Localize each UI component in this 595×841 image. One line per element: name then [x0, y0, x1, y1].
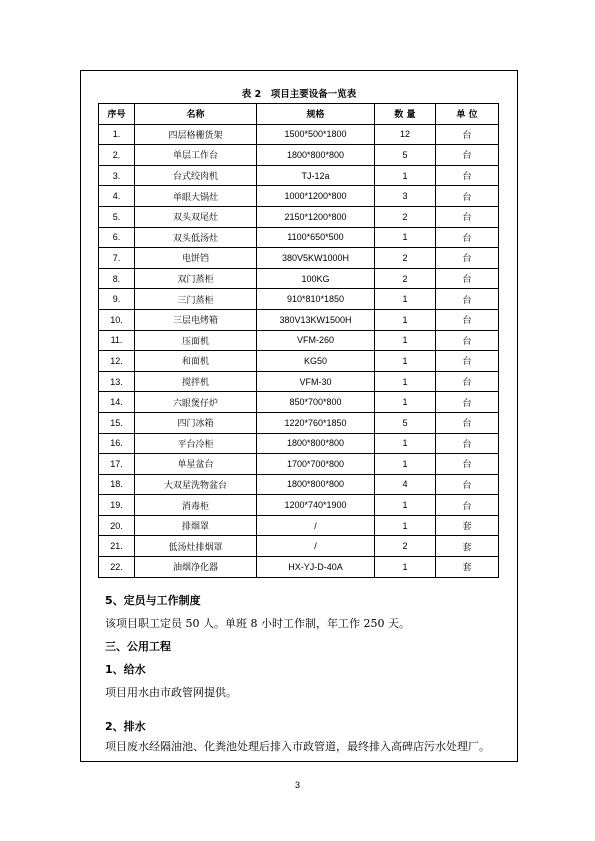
cell-qty: 1 [375, 351, 436, 372]
cell-unit: 台 [436, 412, 499, 433]
water-supply-heading: 1、给水 [105, 663, 146, 676]
cell-unit: 台 [436, 433, 499, 454]
cell-name: 和面机 [135, 351, 257, 372]
cell-qty: 2 [375, 268, 436, 289]
cell-qty: 1 [375, 557, 436, 578]
cell-num: 7. [99, 248, 135, 269]
staffing-text: 该项目职工定员 50 人。单班 8 小时工作制，年工作 250 天。 [105, 617, 410, 630]
cell-num: 19. [99, 495, 135, 516]
cell-qty: 3 [375, 186, 436, 207]
cell-unit: 台 [436, 124, 499, 145]
cell-name: 排烟罩 [135, 515, 257, 536]
cell-qty: 1 [375, 330, 436, 351]
cell-name: 消毒柜 [135, 495, 257, 516]
table-row [99, 557, 499, 578]
cell-spec: 1220*760*1850 [257, 412, 375, 433]
cell-unit: 台 [436, 454, 499, 475]
table-row [99, 227, 499, 248]
cell-spec: 1800*800*800 [257, 145, 375, 166]
cell-num: 18. [99, 474, 135, 495]
cell-num: 8. [99, 268, 135, 289]
cell-spec: TJ-12a [257, 165, 375, 186]
header-spec: 规格 [257, 104, 375, 125]
table-row [99, 248, 499, 269]
cell-unit: 台 [436, 474, 499, 495]
table-row [99, 330, 499, 351]
cell-num: 22. [99, 557, 135, 578]
cell-name: 双头低汤灶 [135, 227, 257, 248]
cell-name: 双头双尾灶 [135, 206, 257, 227]
cell-unit: 台 [436, 268, 499, 289]
cell-num: 20. [99, 515, 135, 536]
cell-qty: 1 [375, 433, 436, 454]
cell-spec: 100KG [257, 268, 375, 289]
cell-spec: 1000*1200*800 [257, 186, 375, 207]
cell-qty: 5 [375, 412, 436, 433]
cell-unit: 台 [436, 206, 499, 227]
table-row [99, 392, 499, 413]
cell-num: 11. [99, 330, 135, 351]
cell-num: 3. [99, 165, 135, 186]
cell-name: 平台冷柜 [135, 433, 257, 454]
cell-name: 低汤灶排烟罩 [135, 536, 257, 557]
cell-num: 6. [99, 227, 135, 248]
cell-unit: 台 [436, 495, 499, 516]
cell-qty: 1 [375, 289, 436, 310]
table-row [99, 289, 499, 310]
table-header-row [99, 104, 499, 125]
cell-unit: 台 [436, 309, 499, 330]
cell-name: 油烟净化器 [135, 557, 257, 578]
cell-qty: 2 [375, 536, 436, 557]
cell-unit: 套 [436, 557, 499, 578]
cell-name: 单眼大锅灶 [135, 186, 257, 207]
cell-name: 搅拌机 [135, 371, 257, 392]
table-row [99, 124, 499, 145]
cell-spec: 910*810*1850 [257, 289, 375, 310]
cell-qty: 1 [375, 165, 436, 186]
cell-spec: HX-YJ-D-40A [257, 557, 375, 578]
drainage-heading: 2、排水 [105, 720, 146, 733]
cell-spec: 1700*700*800 [257, 454, 375, 475]
cell-spec: 1800*800*800 [257, 433, 375, 454]
table-row [99, 454, 499, 475]
header-quantity: 数 量 [375, 104, 436, 125]
table-row [99, 495, 499, 516]
table-row [99, 186, 499, 207]
table-row [99, 412, 499, 433]
table-row [99, 309, 499, 330]
cell-unit: 台 [436, 351, 499, 372]
cell-unit: 台 [436, 371, 499, 392]
cell-spec: / [257, 515, 375, 536]
cell-name: 台式绞肉机 [135, 165, 257, 186]
cell-spec: 850*700*800 [257, 392, 375, 413]
cell-name: 双门蒸柜 [135, 268, 257, 289]
cell-spec: 1100*650*500 [257, 227, 375, 248]
drainage-text: 项目废水经隔油池、化粪池处理后排入市政管道，最终排入高碑店污水处理厂。 [105, 740, 490, 753]
table-row [99, 165, 499, 186]
cell-spec: 1800*800*800 [257, 474, 375, 495]
cell-spec: 2150*1200*800 [257, 206, 375, 227]
cell-qty: 1 [375, 309, 436, 330]
cell-num: 14. [99, 392, 135, 413]
cell-spec: / [257, 536, 375, 557]
equipment-table [98, 103, 499, 578]
cell-unit: 台 [436, 248, 499, 269]
cell-num: 2. [99, 145, 135, 166]
cell-num: 16. [99, 433, 135, 454]
cell-name: 三层电烤箱 [135, 309, 257, 330]
table-row [99, 145, 499, 166]
table-row [99, 351, 499, 372]
cell-name: 四层格栅货架 [135, 124, 257, 145]
cell-spec: VFM-260 [257, 330, 375, 351]
header-name: 名称 [135, 104, 257, 125]
water-supply-text: 项目用水由市政管网提供。 [105, 686, 237, 699]
cell-qty: 1 [375, 454, 436, 475]
cell-unit: 台 [436, 330, 499, 351]
cell-name: 单星盆台 [135, 454, 257, 475]
cell-qty: 2 [375, 206, 436, 227]
cell-unit: 台 [436, 186, 499, 207]
table-caption: 表 2 项目主要设备一览表 [241, 89, 357, 100]
cell-num: 9. [99, 289, 135, 310]
page-number: 3 [294, 780, 300, 790]
table-row [99, 536, 499, 557]
cell-num: 10. [99, 309, 135, 330]
table-body [99, 124, 499, 577]
table-row [99, 433, 499, 454]
cell-num: 17. [99, 454, 135, 475]
utilities-heading: 三、公用工程 [105, 640, 171, 653]
cell-unit: 套 [436, 536, 499, 557]
cell-unit: 台 [436, 227, 499, 248]
cell-qty: 1 [375, 227, 436, 248]
cell-num: 12. [99, 351, 135, 372]
cell-name: 压面机 [135, 330, 257, 351]
staffing-heading: 5、定员与工作制度 [105, 594, 201, 607]
cell-qty: 1 [375, 371, 436, 392]
cell-qty: 2 [375, 248, 436, 269]
cell-num: 15. [99, 412, 135, 433]
cell-spec: 1200*740*1900 [257, 495, 375, 516]
table-row [99, 474, 499, 495]
table-row [99, 268, 499, 289]
cell-spec: 380V5KW1000H [257, 248, 375, 269]
cell-spec: 380V13KW1500H [257, 309, 375, 330]
cell-spec: VFM-30 [257, 371, 375, 392]
table-row [99, 206, 499, 227]
cell-qty: 1 [375, 515, 436, 536]
cell-qty: 5 [375, 145, 436, 166]
cell-num: 5. [99, 206, 135, 227]
cell-spec: KG50 [257, 351, 375, 372]
cell-qty: 4 [375, 474, 436, 495]
header-unit: 单 位 [436, 104, 499, 125]
table-row [99, 515, 499, 536]
cell-name: 四门冰箱 [135, 412, 257, 433]
table-row [99, 371, 499, 392]
header-index: 序号 [99, 104, 135, 125]
cell-num: 4. [99, 186, 135, 207]
cell-num: 13. [99, 371, 135, 392]
cell-unit: 台 [436, 392, 499, 413]
cell-unit: 台 [436, 145, 499, 166]
cell-name: 六眼煲仔炉 [135, 392, 257, 413]
cell-name: 大双星洗物盆台 [135, 474, 257, 495]
cell-name: 单层工作台 [135, 145, 257, 166]
cell-qty: 1 [375, 495, 436, 516]
cell-name: 三门蒸柜 [135, 289, 257, 310]
cell-num: 1. [99, 124, 135, 145]
cell-unit: 台 [436, 165, 499, 186]
cell-unit: 套 [436, 515, 499, 536]
cell-name: 电饼铛 [135, 248, 257, 269]
cell-spec: 1500*500*1800 [257, 124, 375, 145]
cell-qty: 1 [375, 392, 436, 413]
cell-unit: 台 [436, 289, 499, 310]
cell-num: 21. [99, 536, 135, 557]
cell-qty: 12 [375, 124, 436, 145]
